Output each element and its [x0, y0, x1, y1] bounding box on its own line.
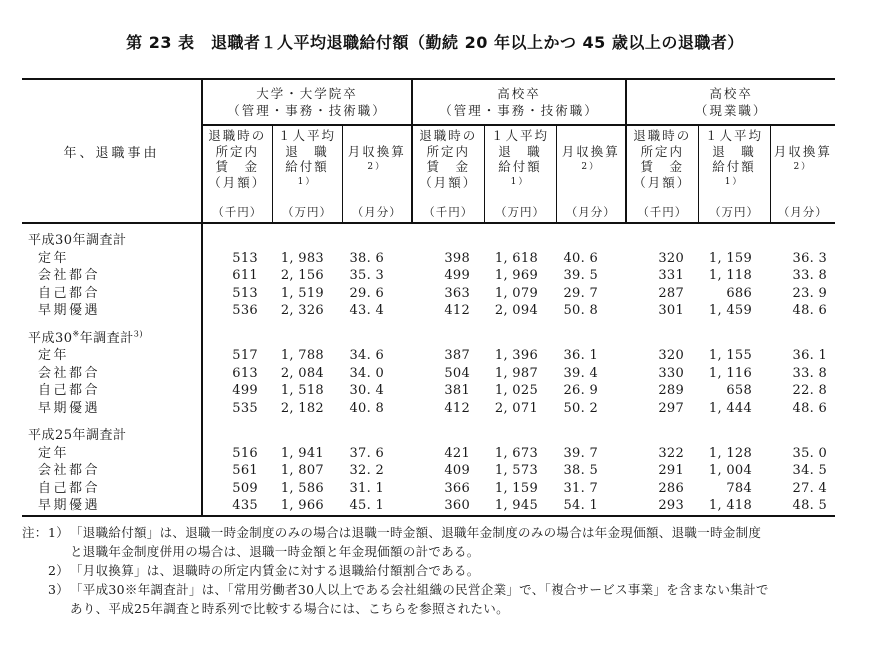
section-label: 平成25年調査計: [28, 428, 127, 443]
table-cell: 1, 969: [494, 268, 539, 283]
table-cell: 412: [444, 400, 471, 416]
table-cell: 435: [202, 497, 272, 516]
table-cell: 40. 8: [349, 400, 385, 416]
reason-label: 早期優遇: [38, 303, 101, 318]
table-cell: 50. 2: [563, 400, 599, 416]
table-cell: 22. 8: [792, 383, 828, 398]
table-cell: 23. 9: [792, 285, 828, 301]
table-cell: 320: [658, 348, 685, 363]
table-cell: 27. 4: [792, 480, 828, 496]
table-cell: 613: [202, 365, 272, 383]
table-cell: 1, 159: [494, 480, 539, 496]
footnote-text: 「月収換算」は、退職時の所定内賃金に対する退職給付額割合である。: [70, 563, 480, 578]
footnote-ref: 2）: [367, 161, 387, 172]
table-cell: 40. 6: [563, 250, 599, 266]
reason-label: 自己都合: [38, 285, 101, 301]
table-cell: 398: [444, 250, 471, 266]
table-cell: 1, 159: [708, 250, 753, 266]
table-cell: 1, 807: [280, 463, 324, 478]
column-header-line: 退 職: [712, 143, 756, 159]
column-header-line: 賃 金: [640, 159, 685, 174]
unit-label: （千円）: [212, 204, 263, 219]
unit-label: （万円）: [709, 204, 760, 219]
section-header-row: [22, 223, 835, 250]
table-cell: 1, 155: [708, 348, 753, 363]
table-cell: 54. 1: [556, 497, 626, 516]
table-cell: 36. 3: [792, 250, 828, 266]
group-header-line2: （管理・事務・技術職）: [227, 103, 387, 118]
column-header-line: 賃 金: [215, 159, 259, 174]
unit-label: （万円）: [495, 204, 546, 219]
column-header-line: 退 職: [285, 143, 329, 159]
footnote-ref: 2）: [793, 161, 813, 172]
reason-label: 定年: [38, 348, 70, 363]
table-cell: 36. 1: [792, 348, 828, 363]
reason-label: 早期優遇: [22, 497, 202, 516]
column-header-line: 退職時の: [633, 128, 692, 143]
section-label: 平成30※年調査計$^{3)}$: [28, 329, 143, 346]
group-header-line2: （現業職）: [694, 103, 768, 118]
table-cell: 2, 094: [494, 303, 539, 318]
table-cell: 48. 6: [792, 400, 828, 416]
table-cell: 1, 459: [708, 303, 753, 318]
table-cell: 387: [444, 348, 471, 363]
table-cell: 43. 4: [349, 303, 385, 318]
table-cell: 322: [658, 445, 685, 461]
table-cell: 412: [444, 303, 471, 318]
section-spacer: [22, 320, 835, 330]
table-cell: 291: [658, 463, 685, 478]
table-cell: 29. 6: [349, 285, 385, 301]
benefit-column-header: [698, 125, 770, 223]
table-cell: 1, 025: [494, 383, 539, 398]
reason-label: 会社都合: [38, 463, 101, 478]
group-header-line2: （管理・事務・技術職）: [439, 103, 599, 118]
table-cell: 45. 1: [342, 497, 412, 516]
footnote-3: [22, 580, 852, 618]
footnote-ref: 2）: [581, 161, 601, 172]
table-cell: 513: [202, 285, 272, 303]
table-cell: 517: [202, 347, 272, 365]
column-header-line: １人平均: [705, 128, 764, 143]
table-cell: 1, 118: [708, 268, 753, 283]
column-header-line: １人平均: [277, 128, 336, 143]
unit-label: （月分）: [351, 204, 402, 219]
table-cell: 31. 7: [563, 480, 599, 496]
footnote-continuation: あり、平成25年調査と時系列で比較する場合には、こちらを参照されたい。: [70, 601, 509, 616]
column-header-line: 所定内: [640, 143, 685, 159]
table-cell: 1, 004: [708, 463, 753, 478]
table-cell: 561: [202, 462, 272, 480]
table-cell: 499: [444, 268, 471, 283]
footnote-ref: 1）: [724, 176, 744, 187]
monthly-ratio-column-header: [342, 125, 412, 223]
group-header-line1: 高校卒: [497, 86, 541, 101]
notes-prefix: 注：: [22, 525, 48, 540]
reason-label: 定年: [38, 250, 70, 266]
table-cell: 39. 7: [563, 445, 599, 461]
table-cell: 686: [726, 285, 753, 301]
table-cell: 48. 6: [792, 303, 828, 318]
footnote-ref: 1）: [297, 176, 317, 187]
table-cell: 50. 8: [563, 303, 599, 318]
table-cell: 286: [658, 480, 685, 496]
table-cell: 35. 0: [792, 445, 828, 461]
table-row: [22, 480, 835, 498]
table-cell: 35. 3: [349, 268, 385, 283]
column-header-line: 月収換算: [561, 144, 620, 159]
table-row: [22, 462, 835, 480]
table-cell: 29. 7: [563, 285, 599, 301]
table-cell: 513: [202, 250, 272, 268]
table-cell: 536: [202, 302, 272, 320]
table-cell: 1, 418: [698, 497, 770, 516]
table-cell: 363: [444, 285, 471, 301]
table-row: [22, 445, 835, 463]
column-header-line: 月収換算: [347, 144, 406, 159]
table-cell: 381: [444, 383, 471, 398]
table-cell: 34. 0: [349, 365, 385, 381]
table-cell: 1, 519: [280, 285, 324, 301]
table-cell: 1, 673: [494, 445, 539, 461]
table-cell: 1, 966: [272, 497, 342, 516]
table-cell: 2, 084: [280, 365, 324, 381]
table-row: [22, 347, 835, 365]
table-cell: 658: [726, 383, 753, 398]
table-cell: 2, 182: [280, 400, 324, 416]
column-header-line: 所定内: [215, 143, 259, 159]
table-cell: 26. 9: [563, 383, 599, 398]
table-cell: 1, 396: [494, 348, 539, 363]
table-cell: 38. 6: [349, 250, 385, 266]
table-cell: 1, 586: [280, 480, 324, 496]
table-cell: 421: [444, 445, 471, 461]
table-cell: 1, 518: [280, 383, 324, 398]
table-cell: 301: [658, 303, 685, 318]
column-header-line: 所定内: [426, 143, 471, 159]
table-cell: 48. 5: [770, 497, 835, 516]
table-cell: 1, 945: [484, 497, 556, 516]
column-header-line: （月額）: [633, 174, 692, 190]
wage-column-header: [202, 125, 272, 223]
table-cell: 34. 5: [792, 463, 828, 478]
table-cell: 535: [202, 400, 272, 418]
table-cell: 297: [658, 400, 685, 416]
unit-label: （月分）: [565, 204, 616, 219]
table-row: [22, 365, 835, 383]
footnote-number: 2）: [48, 563, 70, 578]
group-header-highschool-admin: [412, 79, 626, 125]
monthly-ratio-column-header: [556, 125, 626, 223]
column-header-line: 月収換算: [773, 144, 832, 159]
table-cell: 499: [202, 382, 272, 400]
table-row: [22, 302, 835, 320]
section-header-row: [22, 330, 835, 348]
reason-label: 自己都合: [38, 480, 101, 496]
table-cell: 33. 8: [792, 268, 828, 283]
table-cell: 32. 2: [349, 463, 385, 478]
table-cell: 509: [202, 480, 272, 498]
column-header-line: （月額）: [419, 174, 478, 190]
table-cell: 2, 071: [494, 400, 539, 416]
table-cell: 1, 444: [708, 400, 753, 416]
footnote-2: [22, 561, 852, 580]
group-header-university: [202, 79, 412, 125]
table-row: [22, 285, 835, 303]
group-header-line1: 大学・大学院卒: [256, 86, 358, 101]
table-cell: 1, 788: [280, 348, 324, 363]
table-cell: 1, 618: [494, 250, 539, 266]
table-cell: 37. 6: [349, 445, 385, 461]
row-header: 年、退職事由: [22, 79, 202, 223]
unit-label: （月分）: [777, 204, 828, 219]
table-row: [22, 382, 835, 400]
reason-label: 早期優遇: [38, 400, 101, 416]
table-cell: 409: [444, 463, 471, 478]
table-cell: 1, 941: [280, 445, 324, 461]
table-cell: 784: [726, 480, 753, 496]
table-title: 第 23 表 退職者１人平均退職給付額（勤続 20 年以上かつ 45 歳以上の退職者）: [126, 33, 744, 52]
table-row: [22, 267, 835, 285]
table-cell: 516: [202, 445, 272, 463]
section-label: 平成30年調査計: [28, 233, 127, 248]
table-row: [22, 400, 835, 418]
reason-label: 自己都合: [38, 383, 101, 398]
column-header-line: 退 職: [498, 143, 542, 159]
column-header-line: １人平均: [491, 128, 550, 143]
table-cell: 330: [658, 365, 685, 381]
monthly-ratio-column-header: [770, 125, 835, 223]
column-header-line: 給付額: [498, 159, 542, 174]
table-cell: 331: [658, 268, 685, 283]
retirement-benefit-table: [22, 78, 835, 517]
column-header-line: 退職時の: [208, 128, 267, 143]
table-cell: 38. 5: [563, 463, 599, 478]
reason-label: 定年: [38, 445, 70, 461]
unit-label: （千円）: [637, 204, 688, 219]
table-row: [22, 497, 835, 516]
unit-label: （万円）: [282, 204, 332, 219]
table-cell: 289: [658, 383, 685, 398]
table-cell: 1, 128: [708, 445, 753, 461]
reason-label: 会社都合: [38, 268, 101, 283]
footnote-number: 1）: [48, 525, 70, 540]
benefit-column-header: [272, 125, 342, 223]
section-spacer: [22, 417, 835, 427]
footnotes: [22, 523, 852, 618]
section-header-row: [22, 427, 835, 445]
column-header-line: 給付額: [285, 159, 329, 174]
table-cell: 34. 6: [349, 348, 385, 363]
benefit-column-header: [484, 125, 556, 223]
table-cell: 30. 4: [349, 383, 385, 398]
column-header-line: （月額）: [208, 174, 267, 190]
table-cell: 31. 1: [349, 480, 385, 496]
table-cell: 1, 987: [494, 365, 539, 381]
footnote-ref: 3): [133, 329, 143, 339]
table-cell: 39. 4: [563, 365, 599, 381]
table-row: [22, 250, 835, 268]
footnote-text: 「平成30※年調査計」は、「常用労働者30人以上である会社組織の民営企業」で、「複合サービス事業」を含まない集計で: [70, 582, 769, 597]
group-header-line1: 高校卒: [709, 86, 753, 101]
table-cell: 39. 5: [563, 268, 599, 283]
reason-label: 会社都合: [38, 365, 101, 381]
table-cell: 36. 1: [563, 348, 599, 363]
table-cell: 320: [658, 250, 685, 266]
unit-label: （千円）: [423, 204, 474, 219]
table-cell: 2, 156: [280, 268, 324, 283]
column-header-line: 賃 金: [426, 159, 471, 174]
footnote-continuation: と退職年金制度併用の場合は、退職一時金額と年金現価額の計である。: [70, 544, 480, 559]
asterisk-mark: ※: [72, 329, 80, 339]
table-cell: 611: [202, 267, 272, 285]
table-cell: 366: [444, 480, 471, 496]
wage-column-header: [412, 125, 484, 223]
column-header-line: 退職時の: [419, 128, 478, 143]
table-cell: 1, 079: [494, 285, 539, 301]
footnote-text: 「退職給付額」は、退職一時金制度のみの場合は退職一時金額、退職年金制度のみの場合は年金現価額、退職一時金制度: [70, 525, 762, 540]
footnote-1: [22, 523, 852, 561]
table-cell: 287: [658, 285, 685, 301]
table-cell: 33. 8: [792, 365, 828, 381]
footnote-number: 3）: [48, 582, 70, 597]
table-cell: 1, 573: [494, 463, 539, 478]
wage-column-header: [626, 125, 698, 223]
group-header-highschool-field: [626, 79, 835, 125]
table-cell: 1, 983: [280, 250, 324, 266]
column-header-line: 給付額: [712, 159, 756, 174]
table-cell: 1, 116: [708, 365, 753, 381]
table-cell: 293: [626, 497, 698, 516]
footnote-ref: 1）: [510, 176, 530, 187]
table-cell: 504: [444, 365, 471, 381]
table-cell: 360: [412, 497, 484, 516]
table-cell: 2, 326: [280, 303, 324, 318]
